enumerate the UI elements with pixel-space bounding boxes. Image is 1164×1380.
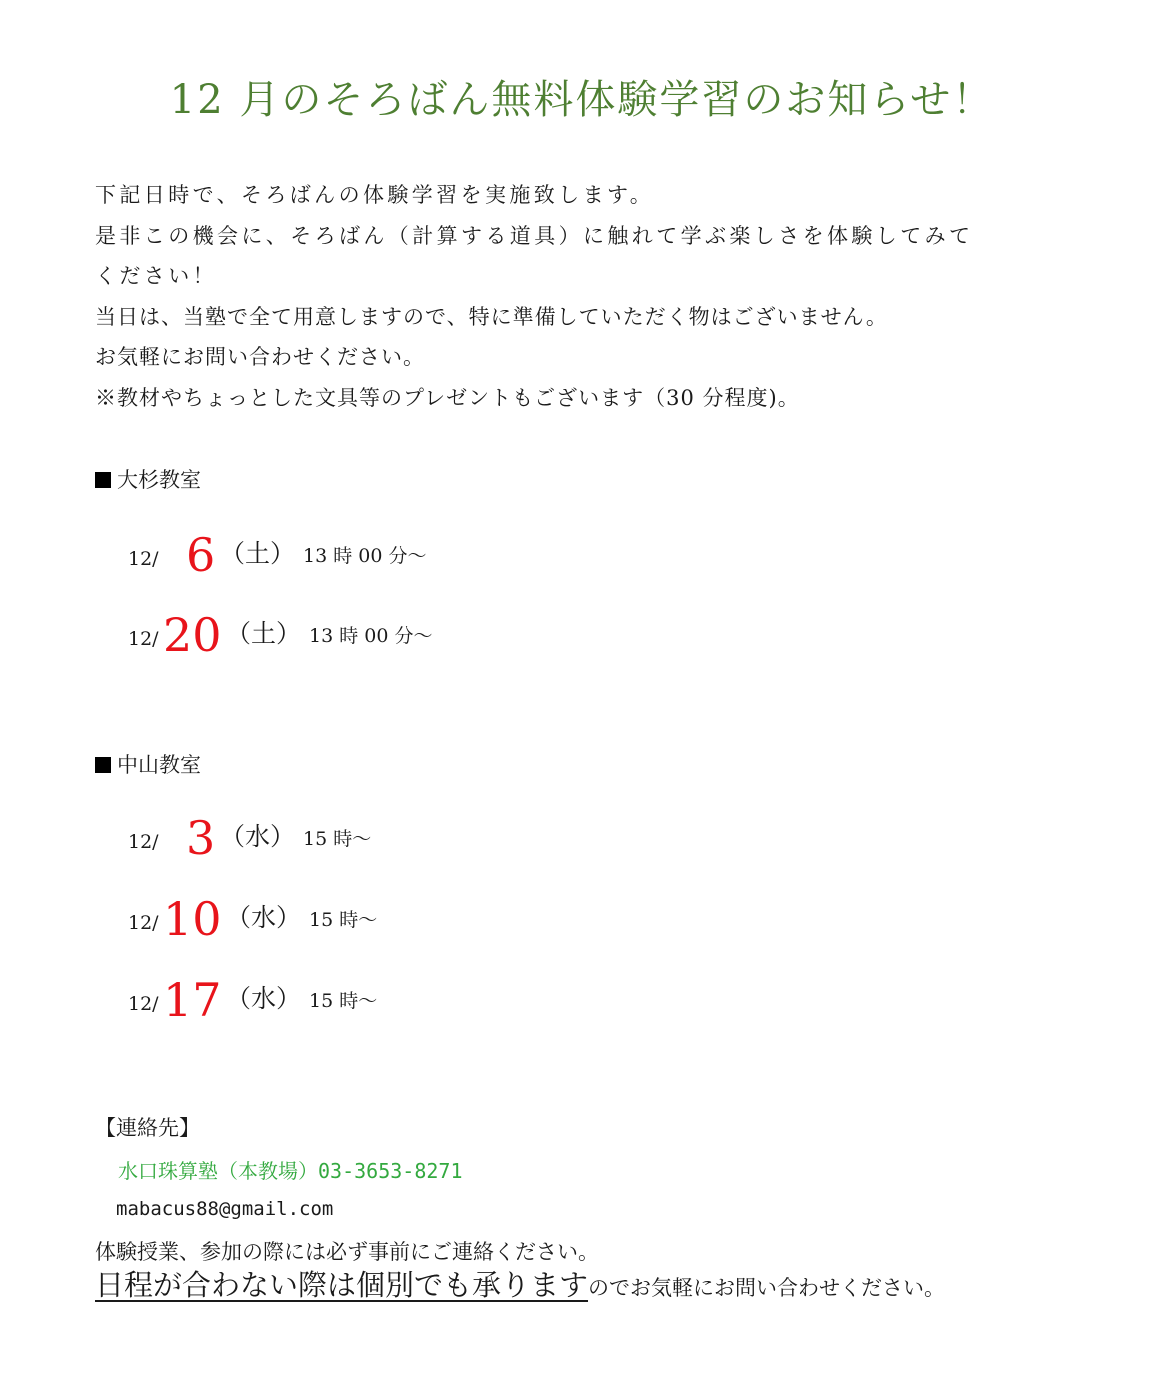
intro-line: 下記日時で、そろばんの体験学習を実施致します。 [95,183,655,207]
page-title: 12 月のそろばん無料体験学習のお知らせ！ [169,77,995,123]
slot-day: 3 [186,811,216,865]
classroom-heading-osugi: 大杉教室 [95,464,201,494]
slot-month: 12/ [128,548,159,570]
contact-email: mabacus88@gmail.com [116,1198,334,1220]
contact-heading: 【連絡先】 [95,1116,200,1140]
intro-line: 当日は、当塾で全て用意しますので、特に準備していただく物はございません。 [95,304,888,329]
slot-month: 12/ [128,831,159,853]
slot-time: （土） 13 時 00 分～ [220,539,427,568]
individual-schedule-emphasis: 日程が合わない際は個別でも承ります [95,1268,589,1302]
slot-time: （土） 13 時 00 分～ [226,619,433,648]
final-note [95,1263,945,1304]
slot-month: 12/ [128,993,159,1015]
slot-day: 10 [163,892,222,946]
intro-line: お気軽にお問い合わせください。 [95,345,425,369]
intro-line: ください！ [95,264,217,288]
intro-text [95,175,1075,418]
black-square-icon [95,472,111,488]
slot-day: 6 [186,528,216,582]
inquiry-invitation: のでお気軽にお問い合わせください。 [588,1276,946,1300]
black-square-icon [95,757,111,773]
intro-line: ※教材やちょっとした文具等のプレゼントもございます（30 分程度)。 [95,385,800,410]
advance-contact-note: 体験授業、参加の際には必ず事前にご連絡ください。 [95,1240,599,1264]
slot-time: （水） 15 時～ [226,984,378,1013]
classroom-heading-nakayama: 中山教室 [95,749,201,779]
slot-month: 12/ [128,912,159,934]
slot-day: 17 [163,973,222,1027]
slot-time: （水） 15 時～ [226,903,378,932]
school-phone: 水口珠算塾（本教場）03-3653-8271 [118,1159,463,1183]
slot-time: （水） 15 時～ [220,822,372,851]
slot-day: 20 [163,608,222,662]
slot-month: 12/ [128,628,159,650]
intro-line: 是非この機会に、そろばん（計算する道具）に触れて学ぶ楽しさを体験してみて [95,223,974,248]
